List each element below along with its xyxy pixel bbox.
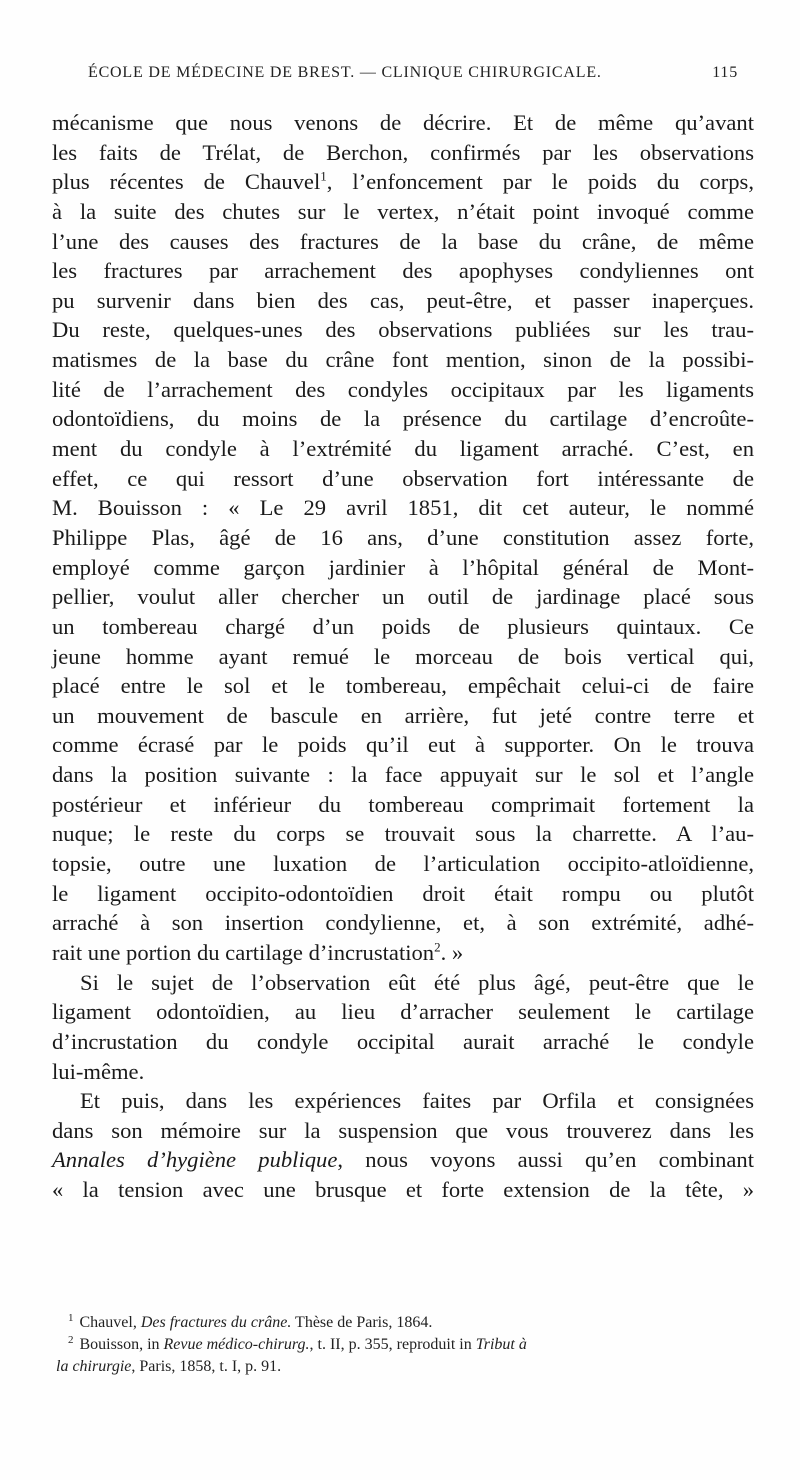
text-line: Si le sujet de l’observation eût été plus âgé, peut-être que le: [80, 969, 754, 995]
text-line: Du reste, quelques-unes des observations publiées sur les trau-: [52, 317, 754, 343]
text-line: un tombereau chargé d’un poids de plusieurs quintaux. Ce: [52, 613, 754, 639]
text-line: ligament odontoïdien, au lieu d’arracher seulement le cartilage: [52, 999, 754, 1025]
text-line: à la suite des chutes sur le vertex, n’était point invoqué comme: [52, 198, 754, 224]
text-line: effet, ce qui ressort d’une observation fort intéressante de: [52, 465, 754, 491]
text-line: mécanisme que nous venons de décrire. Et de même qu’avant: [52, 110, 754, 135]
text-line: topsie, outre une luxation de l’articulation occipito-atloïdienne,: [52, 851, 754, 877]
text-line: M. Bouisson : « Le 29 avril 1851, dit cet auteur, le nommé: [52, 495, 754, 521]
text-line: d’incrustation du condyle occipital aurait arraché le condyle: [52, 1028, 754, 1054]
text-line: comme écrasé par le poids qu’il eut à supporter. On le trouva: [52, 732, 754, 758]
text-line: lité de l’arrachement des condyles occipitaux par les ligaments: [52, 376, 754, 402]
text-line: matismes de la base du crâne font mention, sinon de la possibi-: [52, 347, 754, 373]
journal-title: Annales d’hygiène publique: [52, 1147, 338, 1173]
main-text: [52, 108, 754, 1205]
footnote-marker: 1: [68, 1311, 74, 1324]
text-line: pu survenir dans bien des cas, peut-être, et passer inaperçues.: [52, 287, 754, 313]
text-line: lui-même.: [52, 1058, 145, 1084]
footnote-2: $^2$ Bouisson, in Revue médico-chirurg., t. II, p. 355, reproduit in Tribut à: [68, 1333, 527, 1353]
footnotes: [56, 1312, 756, 1378]
page-number: 115: [712, 64, 738, 81]
text-line: Annales d’hygiène publique, nous voyons aussi qu’en combinant: [52, 1147, 754, 1173]
footnote-ref: 2: [434, 939, 441, 955]
text-line: un mouvement de bascule en arrière, fut jeté contre terre et: [52, 702, 754, 728]
text-line: « la tension avec une brusque et forte extension de la tête, »: [52, 1177, 754, 1203]
text-line: postérieur et inférieur du tombereau comprimait fortement la: [52, 791, 754, 817]
text-line: Et puis, dans les expériences faites par Orfila et consignées: [80, 1088, 754, 1114]
text-line: placé entre le sol et le tombereau, empêchait celui-ci de faire: [52, 673, 754, 699]
text-line: jeune homme ayant remué le morceau de bois vertical qui,: [52, 643, 754, 669]
text-line: ment du condyle à l’extrémité du ligament arraché. C’est, en: [52, 436, 754, 462]
text-line: nuque; le reste du corps se trouvait sous la charrette. A l’au-: [52, 821, 754, 847]
text-line: rait une portion du cartilage d’incrustation$^2$. »: [52, 939, 464, 965]
text-line: odontoïdiens, du moins de la présence du cartilage d’encroûte-: [52, 406, 754, 432]
text-line: le ligament occipito-odontoïdien droit était rompu ou plutôt: [52, 880, 754, 906]
text-line: Philippe Plas, âgé de 16 ans, d’une constitution assez forte,: [52, 524, 754, 550]
text-line: pellier, voulut aller chercher un outil de jardinage placé sous: [52, 584, 754, 610]
text-line: plus récentes de Chauvel$^1$, l’enfoncement par le poids du corps,: [52, 168, 754, 195]
footnote-2-continued: la chirurgie, Paris, 1858, t. I, p. 91.: [56, 1358, 282, 1375]
text-line: les faits de Trélat, de Berchon, confirmés par les observations: [52, 139, 754, 165]
running-title: ÉCOLE DE MÉDECINE DE BREST. — CLINIQUE CHIRURGICALE.: [88, 64, 602, 81]
text-line: employé comme garçon jardinier à l’hôpital général de Mont-: [52, 554, 754, 580]
footnote-1: $^1$ Chauvel, Des fractures du crâne. Thèse de Paris, 1864.: [68, 1311, 433, 1331]
text-line: l’une des causes des fractures de la base du crâne, de même: [52, 228, 754, 254]
text-line: dans son mémoire sur la suspension que vous trouverez dans les: [52, 1117, 754, 1143]
text-line: les fractures par arrachement des apophyses condyliennes ont: [52, 258, 754, 284]
text-line: dans la position suivante : la face appuyait sur le sol et l’angle: [52, 762, 754, 788]
running-header: [88, 64, 738, 88]
footnote-marker: 2: [68, 1333, 74, 1346]
footnote-ref: 1: [320, 168, 327, 184]
text-line: arraché à son insertion condylienne, et, à son extrémité, adhé-: [52, 910, 754, 936]
